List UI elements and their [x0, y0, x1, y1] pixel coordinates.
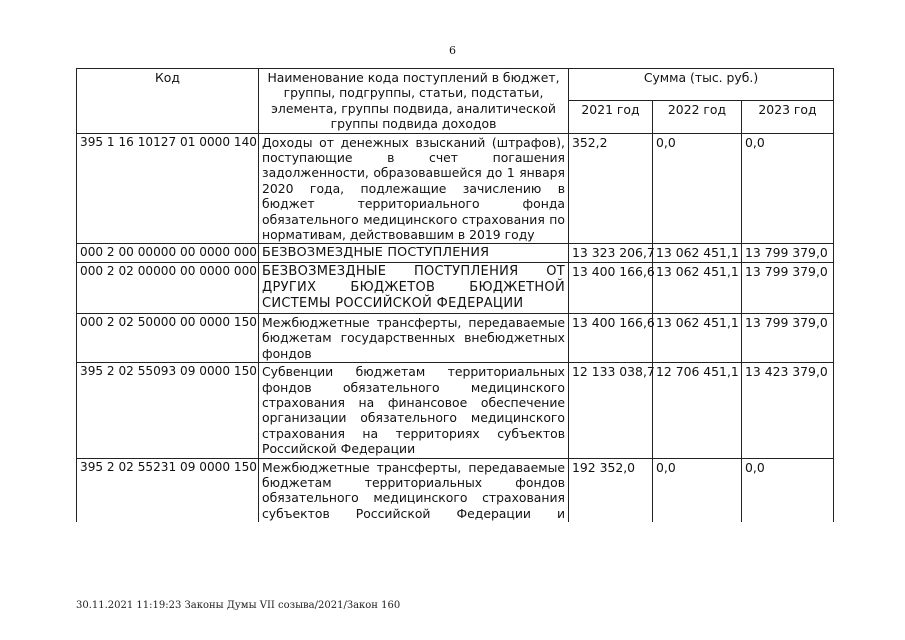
header-year-2022: 2022 год — [653, 101, 742, 133]
row-code: 000 2 00 00000 00 0000 000 — [77, 244, 259, 262]
row-name: Доходы от денежных взысканий (штрафов), поступающие в счет погашения задолженности, образовавшейся до 1 января 2020 года, подлежащие зачислению в бюджет территориального фонда обязательного медицинского страхования по нормативам, действовавшим в 2019 году — [259, 133, 569, 244]
row-amount-2021: 13 323 206,7 — [569, 244, 653, 262]
table-header-row — [77, 69, 834, 101]
row-code: 395 1 16 10127 01 0000 140 — [77, 133, 259, 244]
row-amount-2021: 12 133 038,7 — [569, 363, 653, 458]
row-amount-2022: 0,0 — [653, 133, 742, 244]
row-name: БЕЗВОЗМЕЗДНЫЕ ПОСТУПЛЕНИЯ — [259, 244, 569, 262]
row-amount-2022: 0,0 — [653, 458, 742, 522]
row-code: 000 2 02 00000 00 0000 000 — [77, 262, 259, 313]
header-name: Наименование кода поступлений в бюджет, группы, подгруппы, статьи, подстатьи, элемента, группы подвида, аналитической группы подвида доходов — [259, 69, 569, 134]
row-amount-2021: 13 400 166,6 — [569, 262, 653, 313]
header-sum: Сумма (тыс. руб.) — [569, 69, 834, 101]
row-amount-2022: 13 062 451,1 — [653, 244, 742, 262]
row-amount-2021: 192 352,0 — [569, 458, 653, 522]
row-name: Межбюджетные трансферты, передаваемые бюджетам территориальных фондов обязательного медицинского страхования субъектов Российской Федерации и — [259, 458, 569, 522]
row-amount-2021: 352,2 — [569, 133, 653, 244]
row-code: 000 2 02 50000 00 0000 150 — [77, 313, 259, 362]
table-row — [77, 133, 834, 244]
header-year-2021: 2021 год — [569, 101, 653, 133]
row-amount-2023: 13 799 379,0 — [742, 313, 834, 362]
row-code: 395 2 02 55093 09 0000 150 — [77, 363, 259, 458]
table-row — [77, 458, 834, 522]
header-code: Код — [77, 69, 259, 134]
row-amount-2023: 0,0 — [742, 133, 834, 244]
row-name: Межбюджетные трансферты, передаваемые бюджетам государственных внебюджетных фондов — [259, 313, 569, 362]
row-name: Субвенции бюджетам территориальных фондов обязательного медицинского страхования на финансовое обеспечение организации обязательного медицинского страхования на территориях субъектов Российской Федерации — [259, 363, 569, 458]
row-amount-2022: 12 706 451,1 — [653, 363, 742, 458]
revenue-table — [76, 68, 834, 522]
header-year-2023: 2023 год — [742, 101, 834, 133]
row-amount-2023: 13 799 379,0 — [742, 262, 834, 313]
row-amount-2022: 13 062 451,1 — [653, 313, 742, 362]
row-amount-2021: 13 400 166,6 — [569, 313, 653, 362]
row-code: 395 2 02 55231 09 0000 150 — [77, 458, 259, 522]
row-name: БЕЗВОЗМЕЗДНЫЕ ПОСТУПЛЕНИЯ ОТ ДРУГИХ БЮДЖЕТОВ БЮДЖЕТНОЙ СИСТЕМЫ РОССИЙСКОЙ ФЕДЕРАЦИИ — [259, 262, 569, 313]
table-row — [77, 363, 834, 458]
table-row — [77, 262, 834, 313]
document-footer: 30.11.2021 11:19:23 Законы Думы VII созыва/2021/Закон 160 — [76, 600, 401, 611]
table-row — [77, 313, 834, 362]
page-number: 6 — [449, 44, 456, 57]
table-row — [77, 244, 834, 262]
row-amount-2023: 13 799 379,0 — [742, 244, 834, 262]
row-amount-2022: 13 062 451,1 — [653, 262, 742, 313]
row-amount-2023: 0,0 — [742, 458, 834, 522]
row-amount-2023: 13 423 379,0 — [742, 363, 834, 458]
